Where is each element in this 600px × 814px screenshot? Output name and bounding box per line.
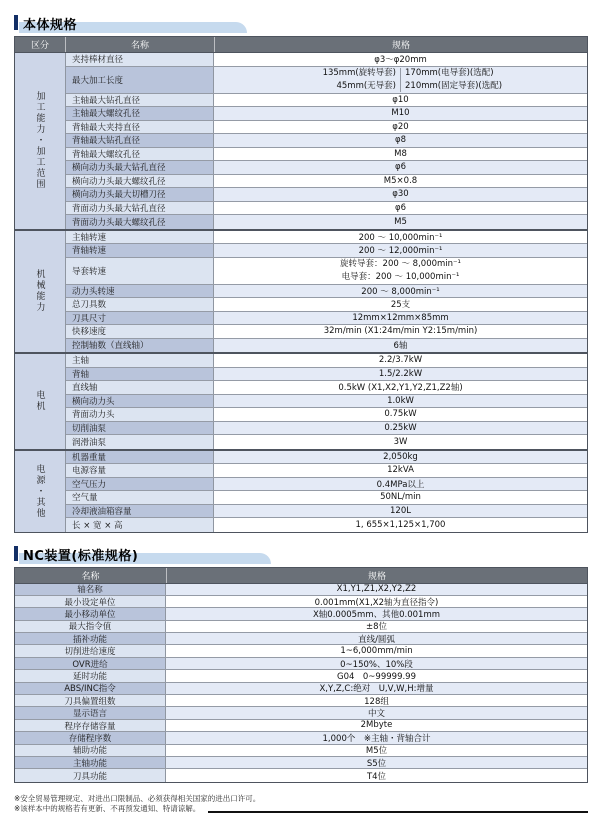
nc-spec-table	[14, 567, 588, 783]
table-row	[15, 769, 587, 781]
spec-value-cell: 中文	[166, 707, 587, 718]
spec-value-cell: ±8位	[166, 621, 587, 632]
spec-value-cell: 120L	[214, 505, 587, 518]
table-row	[66, 175, 587, 189]
spec-group	[15, 53, 587, 229]
spec-value-line: 210mm(固定导套)(选配)	[405, 80, 503, 91]
spec-value-cell: φ30	[214, 188, 587, 201]
spec-group	[15, 352, 587, 449]
footnote: ※该样本中的规格若有更新、不再预发通知、特请谅解。	[14, 803, 201, 813]
spec-name-cell: 延时功能	[15, 670, 166, 681]
table-row	[66, 381, 587, 395]
table-row	[66, 505, 587, 519]
column-header-spec: 规格	[391, 41, 410, 51]
spec-name-cell: 主轴功能	[15, 757, 166, 768]
spec-name-cell: 横向动力头最大螺纹孔径	[66, 175, 214, 188]
table-row	[66, 244, 587, 258]
spec-name-cell: 导套转速	[66, 258, 214, 284]
spec-name-cell: 长 × 宽 × 高	[66, 518, 214, 532]
spec-name-cell: 最小移动单位	[15, 608, 166, 619]
spec-value-cell: M8	[214, 148, 587, 161]
table-row	[15, 745, 587, 757]
spec-value-cell: φ20	[214, 121, 587, 134]
spec-value-cell: φ10	[214, 94, 587, 107]
group-rows	[66, 451, 587, 532]
nc-table-header-row	[15, 568, 587, 584]
spec-value-cell: X轴0.0005mm、其他0.001mm	[166, 608, 587, 619]
main-spec-table-body	[15, 53, 587, 532]
table-row	[15, 596, 587, 608]
table-row	[15, 633, 587, 645]
spec-name-cell: 切削油泵	[66, 422, 214, 435]
table-row	[15, 658, 587, 670]
spec-value-cell: 200 ～ 12,000min⁻¹	[214, 244, 587, 257]
spec-name-cell: 横向动力头最大钻孔直径	[66, 161, 214, 174]
spec-name-cell: OVR进给	[15, 658, 166, 669]
spec-name-cell: 背面动力头最大螺纹孔径	[66, 215, 214, 229]
table-row	[66, 53, 587, 67]
table-row	[66, 491, 587, 505]
spec-name-cell: 程序存储容量	[15, 720, 166, 731]
table-row	[15, 645, 587, 657]
table-row	[66, 67, 587, 94]
title-accent-bar	[14, 15, 18, 30]
main-table-header-row	[15, 37, 587, 53]
table-row	[66, 368, 587, 382]
spec-name-cell: 背面动力头	[66, 408, 214, 421]
spec-name-cell: 背面动力头最大钻孔直径	[66, 202, 214, 215]
spec-name-cell: 最小设定单位	[15, 596, 166, 607]
spec-value-lines	[214, 258, 587, 283]
spec-value-cell: T4位	[166, 769, 587, 781]
spec-value-cell: 0.25kW	[214, 422, 587, 435]
table-row	[66, 325, 587, 339]
footnote: ※安全贸易管理规定、对进出口限制品、必须获得相关国家的进出口许可。	[14, 793, 261, 803]
spec-value-cell: M5×0.8	[214, 175, 587, 188]
spec-name-cell: 总刀具数	[66, 298, 214, 311]
spec-value-cell: φ3～φ20mm	[214, 53, 587, 66]
spec-value-cell: 1.0kW	[214, 395, 587, 408]
spec-value-cell: S5位	[166, 757, 587, 768]
spec-value-cell: M10	[214, 107, 587, 120]
table-row	[15, 621, 587, 633]
section-title-text: NC装置(标准规格)	[23, 548, 139, 564]
nc-spec-table-body	[15, 584, 587, 782]
column-header-name: 名称	[15, 568, 167, 583]
table-row	[66, 161, 587, 175]
spec-value-cell: φ6	[214, 202, 587, 215]
spec-name-cell: 横向动力头最大切槽刀径	[66, 188, 214, 201]
table-row	[66, 231, 587, 245]
spec-name-cell: 背轴转速	[66, 244, 214, 257]
main-spec-table	[14, 36, 588, 533]
spec-value-cell: X,Y,Z,C:绝对 U,V,W,H:增量	[166, 683, 587, 694]
spec-name-cell: 润滑油泵	[66, 435, 214, 449]
table-row	[15, 608, 587, 620]
spec-value-cell: 32m/min (X1:24m/min Y2:15m/min)	[214, 325, 587, 338]
spec-value-cell: 200 ～ 8,000min⁻¹	[214, 285, 587, 298]
table-row	[66, 202, 587, 216]
spec-value-columns	[214, 67, 587, 93]
spec-value-cell: 2Mbyte	[166, 720, 587, 731]
table-row	[15, 670, 587, 682]
category-cell: 电机	[15, 354, 66, 449]
table-row	[66, 298, 587, 312]
spec-name-cell: 最大指令值	[15, 621, 166, 632]
table-row	[66, 258, 587, 285]
spec-left-column	[214, 67, 400, 92]
spec-value-cell: X1,Y1,Z1,X2,Y2,Z2	[166, 584, 587, 595]
spec-value-line: 135mm(旋转导套)	[322, 68, 396, 78]
spec-name-cell: 动力头转速	[66, 285, 214, 298]
table-row	[66, 354, 587, 368]
spec-name-cell: 背轴最大钻孔直径	[66, 134, 214, 147]
section-title-text: 本体规格	[23, 18, 78, 33]
spec-name-cell: 机器重量	[66, 451, 214, 464]
spec-value-cell: 0.5kW (X1,X2,Y1,Y2,Z1,Z2轴)	[214, 381, 587, 394]
spec-name-cell: 横向动力头	[66, 395, 214, 408]
group-rows	[66, 53, 587, 229]
category-cell: 加工能力・加工范围	[15, 53, 66, 229]
spec-value-cell: 2,050kg	[214, 451, 587, 464]
table-row	[66, 188, 587, 202]
table-row	[15, 720, 587, 732]
group-rows	[66, 231, 587, 353]
spec-value-cell: G04 0~99999.99	[166, 670, 587, 681]
section-title-nc-specs	[14, 544, 588, 564]
spec-name-cell: 最大加工长度	[66, 67, 214, 93]
spec-name-cell: 控制轴数（直线轴）	[66, 339, 214, 353]
spec-name-cell: 刀具尺寸	[66, 312, 214, 325]
spec-value-line: 旋转导套：200 ～ 8,000min⁻¹	[340, 259, 461, 269]
spec-name-cell: 刀具功能	[15, 769, 166, 781]
spec-value-cell: φ8	[214, 134, 587, 147]
table-row	[66, 312, 587, 326]
spec-value-cell: 12mm×12mm×85mm	[214, 312, 587, 325]
table-row	[66, 408, 587, 422]
footnote-rule	[208, 811, 588, 813]
title-accent-bar	[14, 546, 18, 561]
group-rows	[66, 354, 587, 449]
category-cell: 电源・其他	[15, 451, 66, 532]
spec-value-cell: 1, 655×1,125×1,700	[214, 518, 587, 532]
table-row	[66, 215, 587, 229]
table-row	[66, 518, 587, 532]
spec-name-cell: 冷却液油箱容量	[66, 505, 214, 518]
table-row	[66, 121, 587, 135]
table-row	[66, 435, 587, 449]
table-row	[66, 285, 587, 299]
spec-value-cell: 128组	[166, 695, 587, 706]
column-header-spec: 规格	[367, 571, 386, 582]
table-row	[66, 451, 587, 465]
spec-name-cell: 直线轴	[66, 381, 214, 394]
spec-group	[15, 449, 587, 532]
spec-name-cell: 主轴	[66, 354, 214, 367]
spec-value-cell: 0.75kW	[214, 408, 587, 421]
spec-name-cell: 显示语言	[15, 707, 166, 718]
table-row	[66, 134, 587, 148]
spec-name-cell: 主轴最大螺纹孔径	[66, 107, 214, 120]
column-header-name: 名称	[66, 37, 215, 52]
table-row	[15, 695, 587, 707]
spec-value-cell: 25支	[214, 298, 587, 311]
table-row	[66, 464, 587, 478]
spec-value-cell	[214, 258, 587, 284]
spec-value-cell: 200 ～ 10,000min⁻¹	[214, 231, 587, 244]
spec-value-cell: 0~150%、10%段	[166, 658, 587, 669]
table-row	[15, 732, 587, 744]
spec-value-cell: M5位	[166, 745, 587, 756]
spec-value-line: 电导套：200 ～ 10,000min⁻¹	[341, 271, 460, 282]
spec-name-cell: 主轴最大钻孔直径	[66, 94, 214, 107]
table-row	[66, 395, 587, 409]
table-row	[66, 478, 587, 492]
table-row	[66, 107, 587, 121]
spec-name-cell: 空气压力	[66, 478, 214, 491]
spec-value-cell: 50NL/min	[214, 491, 587, 504]
spec-name-cell: 电源容量	[66, 464, 214, 477]
table-row	[66, 148, 587, 162]
column-header-category: 区分	[15, 37, 66, 52]
spec-value-cell: 直线/圆弧	[166, 633, 587, 644]
spec-value-cell: 2.2/3.7kW	[214, 354, 587, 367]
spec-group	[15, 229, 587, 353]
table-row	[66, 94, 587, 108]
spec-value-cell: 0.001mm(X1,X2轴为直径指令)	[166, 596, 587, 607]
spec-name-cell: 背轴最大螺纹孔径	[66, 148, 214, 161]
spec-right-column	[401, 67, 587, 92]
category-cell: 机械能力	[15, 231, 66, 353]
table-row	[15, 683, 587, 695]
spec-name-cell: ABS/INC指令	[15, 683, 166, 694]
spec-name-cell: 切削进给速度	[15, 645, 166, 656]
spec-name-cell: 背轴	[66, 368, 214, 381]
spec-value-cell: 1,000个 ※主轴・背轴合计	[166, 732, 587, 743]
table-row	[66, 339, 587, 353]
footnotes	[14, 794, 588, 814]
spec-name-cell: 刀具偏置组数	[15, 695, 166, 706]
table-row	[15, 584, 587, 596]
spec-value-cell: M5	[214, 215, 587, 229]
spec-value-cell: φ6	[214, 161, 587, 174]
spec-name-cell: 主轴转速	[66, 231, 214, 244]
spec-value-cell: 12kVA	[214, 464, 587, 477]
spec-name-cell: 背轴最大夹持直径	[66, 121, 214, 134]
spec-value-cell: 3W	[214, 435, 587, 449]
spec-value-cell	[214, 67, 587, 93]
section-title-main-specs	[14, 13, 588, 33]
spec-value-cell: 6轴	[214, 339, 587, 353]
spec-name-cell: 快移速度	[66, 325, 214, 338]
spec-value-line: 170mm(电导套)(选配)	[405, 68, 494, 78]
spec-value-cell: 1.5/2.2kW	[214, 368, 587, 381]
table-row	[15, 757, 587, 769]
table-row	[15, 707, 587, 719]
spec-name-cell: 插补功能	[15, 633, 166, 644]
table-row	[66, 422, 587, 436]
spec-name-cell: 辅助功能	[15, 745, 166, 756]
spec-name-cell: 存储程序数	[15, 732, 166, 743]
spec-name-cell: 轴名称	[15, 584, 166, 595]
spec-value-cell: 0.4MPa以上	[214, 478, 587, 491]
spec-value-line: 45mm(无导套)	[336, 80, 396, 91]
spec-name-cell: 空气量	[66, 491, 214, 504]
spec-name-cell: 夹持棒材直径	[66, 53, 214, 66]
spec-value-cell: 1~6,000mm/min	[166, 645, 587, 656]
